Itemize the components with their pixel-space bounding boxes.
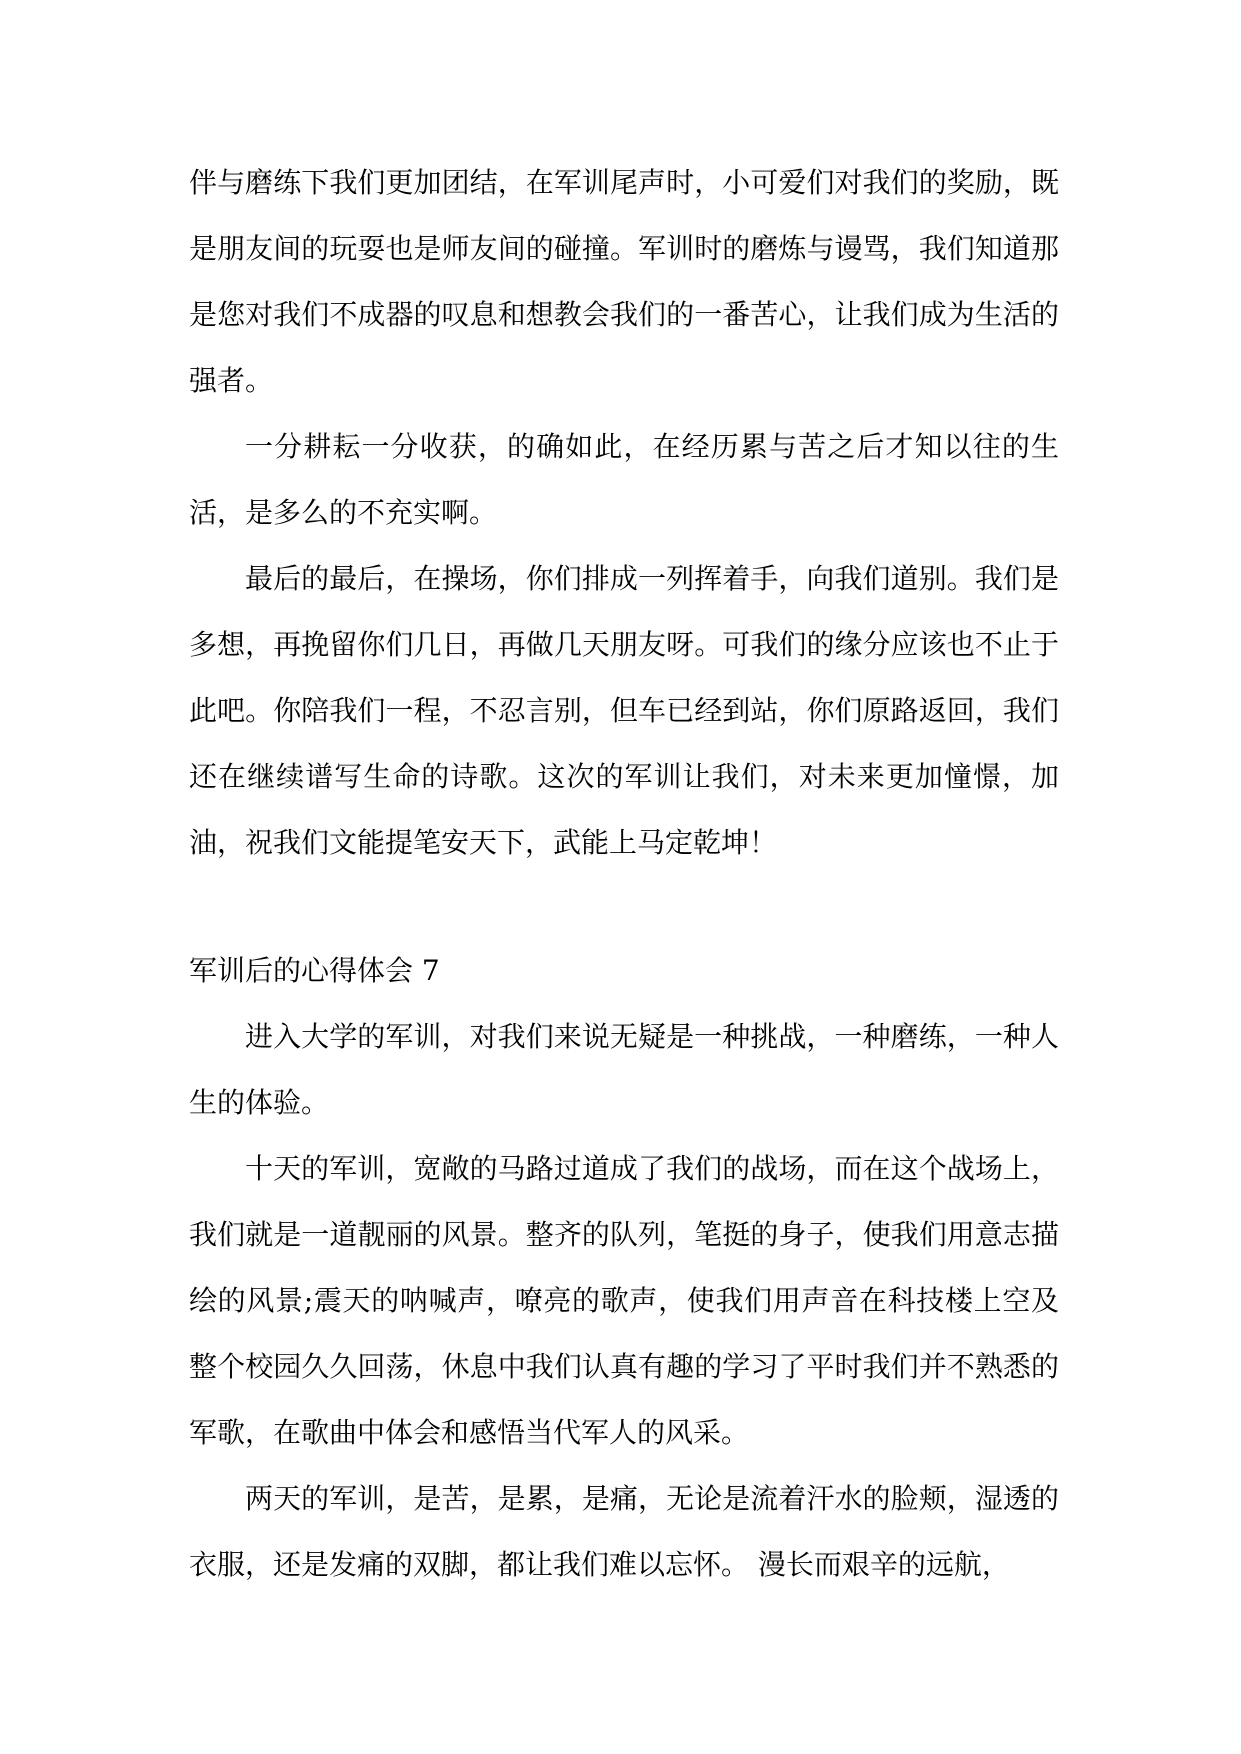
paragraph-intro: 进入大学的军训，对我们来说无疑是一种挑战，一种磨练，一种人生的体验。 [189,1020,1059,1119]
paragraph-two-days: 两天的军训，是苦，是累，是痛，无论是流着汗水的脸颊，湿透的衣服，还是发痛的双脚，都让我们难以忘怀。 漫长而艰辛的远航， [189,1482,1059,1581]
paragraph-farewell: 最后的最后，在操场，你们排成一列挥着手，向我们道别。我们是多想，再挽留你们几日，再做几天朋友呀。可我们的缘分应该也不止于此吧。你陪我们一程，不忍言别，但车已经到站，你们原路返回，我们还在继续谱写生命的诗歌。这次的军训让我们，对未来更加憧憬，加油，祝我们文能提笔安天下，武能上马定乾坤！ [189,562,1059,859]
section-heading: 军训后的心得体会 7 [189,954,440,987]
paragraph-ten-days: 十天的军训，宽敞的马路过道成了我们的战场，而在这个战场上，我们就是一道靓丽的风景。整齐的队列，笔挺的身子，使我们用意志描绘的风景;震天的呐喊声，嘹亮的歌声，使我们用声音在科技楼上空及整个校园久久回荡，休息中我们认真有趣的学习了平时我们并不熟悉的军歌，在歌曲中体会和感悟当代军人的风采。 [189,1152,1059,1449]
paragraph-continuation: 伴与磨练下我们更加团结，在军训尾声时，小可爱们对我们的奖励，既是朋友间的玩耍也是师友间的碰撞。军训时的磨炼与谩骂，我们知道那是您对我们不成器的叹息和想教会我们的一番苦心，让我们成为生活的强者。 [189,166,1059,397]
paragraph-harvest: 一分耕耘一分收获，的确如此，在经历累与苦之后才知以往的生活，是多么的不充实啊。 [189,430,1059,529]
document-body [189,150,1059,1598]
section-spacer [189,876,1059,938]
